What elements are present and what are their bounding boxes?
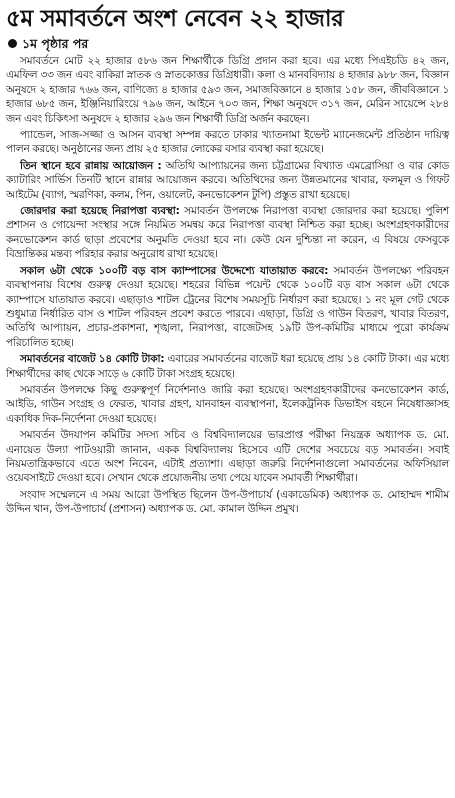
paragraph-statement: সমাবর্তন উদযাপন কমিটির সদস্য সচিব ও বিশ্ববিদ্যালয়ের ভারপ্রাপ্ত পরীক্ষা নিয়ন্ত্রক অধ্যাপক ড. মো. এনায়েত উল্যা পাটওয়ারী জানান, একক বিশ্ববিদ্যালয় হিসেবে এটি দেশের সবচেয়ে বড় সমাবর্তন। সবাই নিয়মতান্ত্রিকভাবে এতে অংশ নিবেন, এটাই প্রত্যাশা। এছাড়া জরুরি নির্দেশনাগুলো সমাবর্তনের অফিসিয়াল ওয়েবসাইটে দেওয়া হবে। সেখান থেকে প্রয়োজনীয় তথ্য পেয়ে যাবেন সমাবর্তী শিক্ষার্থীরা। (6, 429, 449, 485)
subhead-security: জোরদার করা হয়েছে নিরাপত্তা ব্যবস্থা: (20, 205, 180, 218)
bullet-icon (8, 39, 17, 48)
paragraph-pandal: প্যান্ডেল, সাজ-সজ্জা ও আসন ব্যবস্থা সম্পন্ন করতে ঢাকার খ্যাতনামা ইভেন্ট ম্যানেজমেন্ট প্রতিষ্ঠান দায়িত্ব পালন করছে। অনুষ্ঠানের জন্য প্রায় ২৫ হাজার লোকের বসার ব্যবস্থা করা হয়েছে। (6, 129, 449, 156)
subhead-catering: তিন স্থানে হবে রান্নায় আয়োজন : (20, 159, 162, 172)
paragraph-graduates: সমাবর্তনে মোট ২২ হাজার ৫৮৬ জন শিক্ষার্থীকে ডিগ্রি প্রদান করা হবে। এর মধ্যে পিএইচডি ৪২ জন, এমফিল ৩৩ জন এবং বাকিরা স্নাতক ও স্নাতকোত্তর ডিগ্রিধারী। কলা ও মানববিদ্যায় ৪ হাজার ৯৮৮ জন, বিজ্ঞান অনুষদে ২ হাজার ৭৬৬ জন, বাণিজ্যে ৪ হাজার ৫৯৩ জন, সমাজবিজ্ঞানে ৪ হাজার ১৫৮ জন, জীববিজ্ঞানে ১ হাজার ৬৮৫ জন, ইঞ্জিনিয়ারিংয়ে ৭৯৬ জন, আইনে ৭০৩ জন, শিক্ষা অনুষদে ৩১৭ জন, মেরিন সায়েন্সে ২৮৪ জন এবং চিকিৎসা অনুষদে ২ হাজার ২৯৬ জন শিক্ষার্থী ডিগ্রি অর্জন করছেন। (6, 55, 449, 125)
paragraph-budget: সমাবর্তনের বাজেট ১৪ কোটি টাকা: এবারের সমাবর্তনের বাজেট ধরা হয়েছে প্রায় ১৪ কোটি টাকা। এর মধ্যে শিক্ষার্থীদের কাছ থেকে সাড়ে ৬ কোটি টাকা সংগ্রহ হয়েছে। (6, 353, 449, 380)
paragraph-instructions: সমাবর্তন উপলক্ষে কিছু গুরুত্বপূর্ণ নির্দেশনাও জারি করা হয়েছে। অংশগ্রহণকারীদের কনভোকেশন কার্ড, আইডি, গাউন সংগ্রহ ও ফেরত, খাবার গ্রহণ, যানবাহন ব্যবস্থাপনা, ইলেকট্রনিক ডিভাইস বহনে নিষেধাজ্ঞাসহ একাধিক দিক-নির্দেশনা দেওয়া হয়েছে। (6, 383, 449, 425)
paragraph-attendees: সংবাদ সম্মেলনে এ সময় আরো উপস্থিত ছিলেন উপ-উপাচার্য (একাডেমিক) অধ্যাপক ড. মোহাম্মদ শামীম উদ্দিন খান, উপ-উপাচার্য (প্রশাসন) অধ্যাপক ড. মো. কামাল উদ্দিন প্রমুখ। (6, 488, 449, 516)
paragraph-catering: তিন স্থানে হবে রান্নায় আয়োজন : অতিথি আপ্যায়নের জন্য চট্টগ্রামের বিখ্যাত এমব্রোসিয়া ও বার কোড ক্যাটারিং সার্ভিস তিনটি স্থানে রান্নার আয়োজন করবে। অতিথিদের জন্য উন্নতমানের খাবার, ফলমূল ও গিফট আইটেম (ব্যাগ, স্মরণিকা, কলম, পিন, ওয়ালেট, কনভোকেশন টুপি) প্রস্তুত রাখা হয়েছে। (6, 159, 449, 201)
paragraph-transport: সকাল ৬টা থেকে ১০০টি বড় বাস ক্যাম্পাসের উদ্দেশ্যে যাতায়াত করবে: সমাবর্তন উপলক্ষ্যে পরিবহন ব্যবস্থাপনায় বিশেষ গুরুত্ব দেওয়া হয়েছে। শহরের বিভিন্ন পয়েন্ট থেকে ১০০টি বড় বাস সকাল ৬টা থেকে ক্যাম্পাসে যাতায়াত করবে। এছাড়াও শাটল ট্রেনের বিশেষ সময়সূচি নির্ধারণ করা হয়েছে। ১ নং মূল গেট থেকে শুধুমাত্র নির্ধারিত বাস ও শাটল পরিবহন প্রবেশ করতে পারবে। এছাড়া, ডিগ্রি ও গাউন বিতরণ, খাবার বিতরণ, অতিথি আপ্যায়ন, প্রচার-প্রকাশনা, শৃঙ্খলা, নিরাপত্তা, বাজেটসহ ১৯টি উপ-কমিটির মাধ্যমে পুরো কার্যক্রম পরিচালিত হচ্ছে। (6, 264, 449, 349)
continued-label: ১ম পৃষ্ঠার পর (22, 36, 89, 51)
paragraph-security: জোরদার করা হয়েছে নিরাপত্তা ব্যবস্থা: সমাবর্তন উপলক্ষে নিরাপত্তা ব্যবস্থা জোরদার করা হয়েছে। পুলিশ প্রশাসন ও গোয়েন্দা সংস্থার সঙ্গে নিয়মিত সমন্বয় করে নিরাপত্তা ব্যবস্থা নিশ্চিত করা হচ্ছে। অংশগ্রহণকারীদের কনভোকেশন কার্ড ছাড়া প্রবেশের অনুমতি দেওয়া হবে না। কেউ যেন দুশ্চিন্তা না করেন, এ বিষয়ে ফেসবুকে বিভ্রান্তিকর মন্তব্য পরিহার করার অনুরোধ রাখা হয়েছে। (6, 205, 449, 261)
continued-from-page-one (8, 36, 449, 52)
headline: ৫ম সমাবর্তনে অংশ নেবেন ২২ হাজার (6, 6, 344, 32)
subhead-transport: সকাল ৬টা থেকে ১০০টি বড় বাস ক্যাম্পাসের উদ্দেশ্যে যাতায়াত করবে: (20, 264, 329, 277)
subhead-budget: সমাবর্তনের বাজেট ১৪ কোটি টাকা: (20, 353, 165, 366)
